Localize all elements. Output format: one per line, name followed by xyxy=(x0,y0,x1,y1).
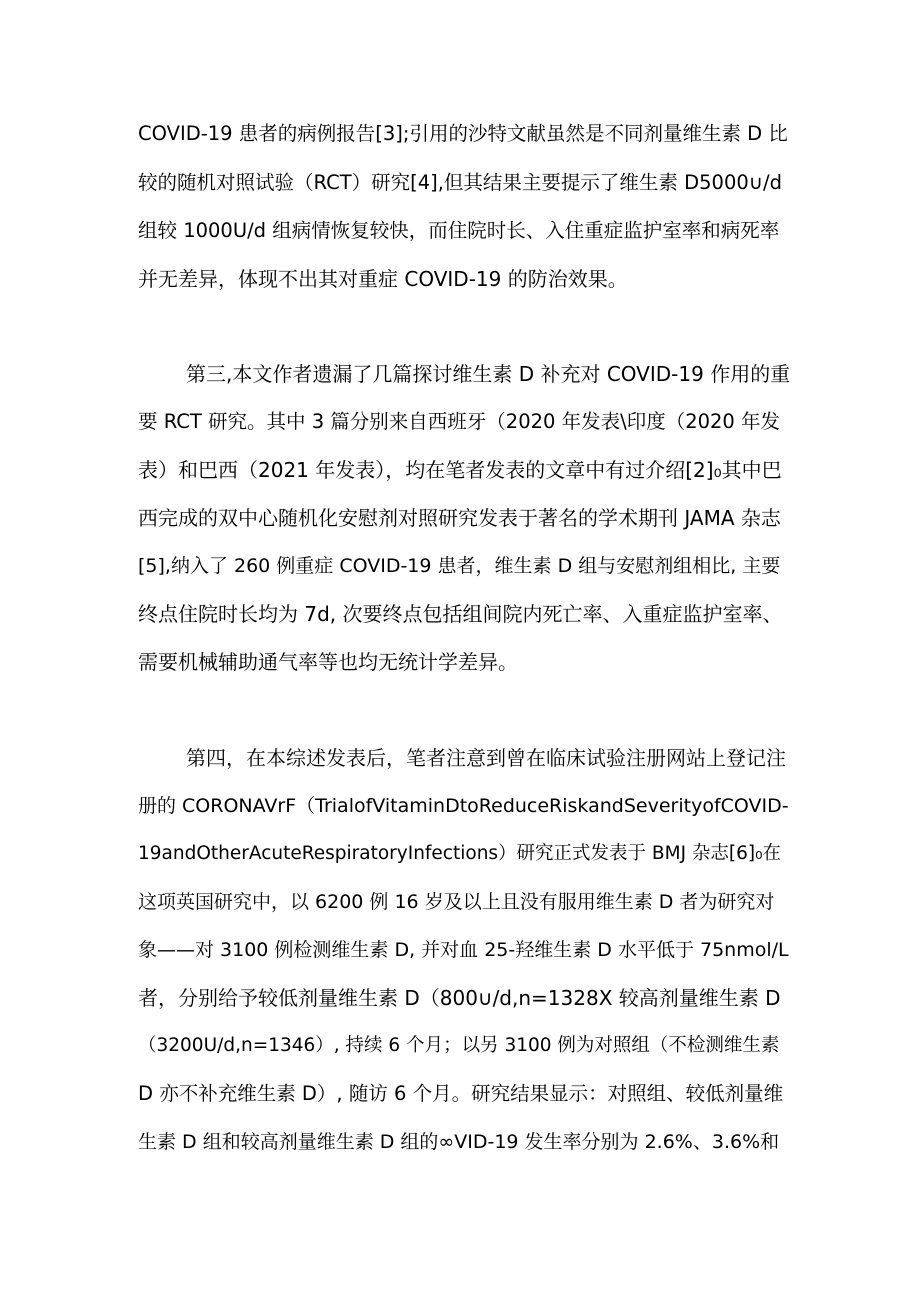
paragraph-2-line-6: 终点住院时长均为 7d, 次要终点包括组间院内死亡率、入重症监护室率、 xyxy=(138,602,783,626)
paragraph-3-line-8: D 亦不补充维生素 D）, 随访 6 个月。研究结果显示：对照组、较低剂量维 xyxy=(138,1082,784,1105)
paragraph-1-line-4: 并无差异，体现不出其对重症 COVID-19 的防治效果。 xyxy=(138,267,628,291)
paragraph-2-line-3: 表）和巴西（2021 年发表），均在笔者发表的文章中有过介绍[2]₀其中巴 xyxy=(138,458,782,482)
paragraph-2-line-7: 需要机械辅助通气率等也均无统计学差异。 xyxy=(138,650,518,674)
paragraph-2-line-4: 西完成的双中心随机化安慰剂对照研究发表于著名的学术期刊 JAMA 杂志 xyxy=(138,506,781,530)
paragraph-3-line-7: （3200U/d,n=1346）, 持续 6 个月；以另 3100 例为对照组（不检测维生素 xyxy=(138,1035,780,1056)
paragraph-3-line-3: 19andOtherAcuteRespiratoryInfections）研究正式发表于 BMJ 杂志[6]₀在 xyxy=(138,843,782,864)
paragraph-3-line-2: 册的 CORONAVrF（TrialofVitaminDtoReduceRiskandSeverityofCOVID- xyxy=(138,795,789,817)
paragraph-1-line-1: COVID-19 患者的病例报告[3];引用的沙特文献虽然是不同剂量维生素 D 比 xyxy=(138,122,788,145)
paragraph-2-line-1: 第三,本文作者遗漏了几篇探讨维生素 D 补充对 COVID-19 作用的重 xyxy=(186,362,791,386)
paragraph-1-line-3: 组较 1000U/d 组病情恢复较快，而住院时长、入住重症监护室率和病死率 xyxy=(138,219,780,242)
paragraph-3-line-6: 者，分别给予较低剂量维生素 D（800∪/d,n=1328X 较高剂量维生素 D xyxy=(138,986,781,1010)
paragraph-3-line-9: 生素 D 组和较高剂量维生素 D 组的∞VID-19 发生率分别为 2.6%、3.6%和 xyxy=(138,1131,780,1153)
paragraph-1-line-2: 较的随机对照试验（RCT）研究[4],但其结果主要提示了维生素 D5000∪/d xyxy=(138,171,782,194)
paragraph-3-line-1: 第四，在本综述发表后，笔者注意到曾在临床试验注册网站上登记注 xyxy=(186,746,786,770)
paragraph-3-line-4: 这项英国研究中，以 6200 例 16 岁及以上且没有服用维生素 D 者为研究对 xyxy=(138,891,775,913)
paragraph-2-line-2: 要 RCT 研究。其中 3 篇分别来自西班牙（2020 年发表\印度（2020 年发 xyxy=(138,410,781,433)
paragraph-2-line-5: [5],纳入了 260 例重症 COVID-19 患者，维生素 D 组与安慰剂组相比, 主要 xyxy=(138,555,781,577)
paragraph-3-line-5: 象——对 3100 例检测维生素 D, 并对血 25-羟维生素 D 水平低于 75nmol/L xyxy=(138,939,789,961)
